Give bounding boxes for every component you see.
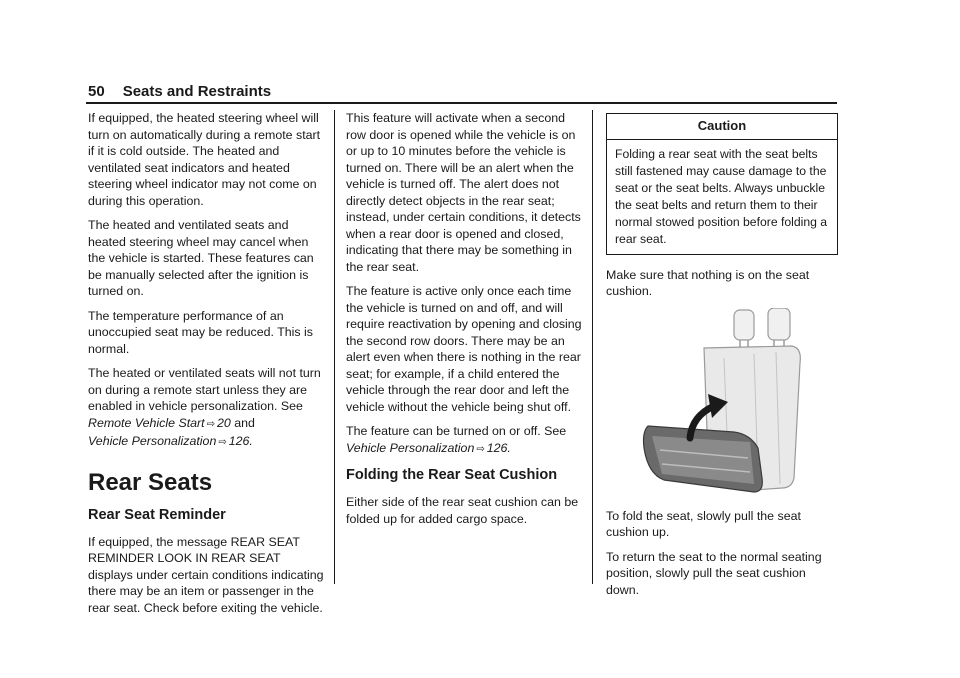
cross-reference-link[interactable] bbox=[88, 416, 231, 430]
column-1 bbox=[88, 110, 326, 624]
paragraph: The feature is active only once each time the vehicle is turned on and off, and will require reactivation by opening and closing the second row doors. There may be an alert even when there is nothing in the rear seat; for example, if a child entered the vehicle through the rear door and left the vehicle without the vehicle being shut off. bbox=[346, 284, 582, 414]
heading-rear-seats: Rear Seats bbox=[88, 468, 213, 496]
cross-reference-link[interactable]: Vehicle Personalization ⇨ 126. bbox=[346, 440, 511, 455]
paragraph: The heated and ventilated seats and heated steering wheel may cancel when the vehicle is started. These features can be manually selected after the ignition is turned on. bbox=[88, 218, 314, 298]
column-divider bbox=[592, 110, 593, 584]
ref-page: 20 bbox=[217, 415, 231, 430]
page-reference-arrow-icon: ⇨ bbox=[218, 437, 227, 448]
column-3 bbox=[606, 113, 838, 606]
heading-rear-seat-reminder: Rear Seat Reminder bbox=[88, 506, 226, 523]
paragraph bbox=[88, 365, 326, 452]
paragraph: This feature will activate when a second row door is opened while the vehicle is on or up to 10 minutes before the vehicle is turned on. There will be an alert when the vehicle is turned off. The alert does not directly detect objects in the rear seat; instead, under certain conditions, it detects when a rear door is opened and closed, indicating that there may be something in the rear seat. bbox=[346, 111, 581, 274]
page-reference-arrow-icon: ⇨ bbox=[476, 443, 485, 455]
paragraph: If equipped, the message REAR SEAT REMINDER LOOK IN REAR SEAT displays under certain conditions indicating there may be an item or passenger in the rear seat. Check before exiting the vehicle. bbox=[88, 534, 324, 615]
page-reference-arrow-icon: ⇨ bbox=[206, 418, 216, 430]
paragraph: Either side of the rear seat cushion can be folded up for added cargo space. bbox=[346, 495, 579, 526]
rear-seat-cushion-illustration bbox=[634, 308, 804, 498]
conjunction: and bbox=[234, 415, 255, 430]
paragraph: To return the seat to the normal seating position, slowly pull the seat cushion down. bbox=[606, 549, 822, 597]
paragraph: If equipped, the heated steering wheel will turn on automatically during a remote start if it is cold outside. The heated and ventilated seat indicators and heated steering wheel indicator may not come on during this operation. bbox=[88, 111, 321, 208]
page-number: 50 bbox=[88, 83, 105, 100]
column-divider bbox=[334, 110, 335, 584]
ref-text: Vehicle Personalization bbox=[88, 434, 217, 448]
paragraph: Make sure that nothing is on the seat cushion. bbox=[606, 267, 810, 298]
ref-page: 126 bbox=[486, 440, 508, 455]
paragraph-text: The feature can be turned on or off. See bbox=[346, 424, 567, 438]
section-title: Seats and Restraints bbox=[122, 83, 272, 100]
paragraph: The temperature performance of an unoccupied seat may be reduced. This is normal. bbox=[88, 308, 313, 356]
cross-reference-link[interactable]: Vehicle Personalization ⇨ 126. bbox=[88, 434, 253, 448]
caution-box bbox=[606, 113, 838, 255]
headrest bbox=[734, 310, 754, 340]
paragraph-text: The heated or ventilated seats will not turn on during a remote start unless they are enabled in vehicle personalization. See bbox=[88, 366, 321, 413]
ref-page: 126 bbox=[228, 434, 250, 448]
column-2 bbox=[346, 110, 582, 535]
ref-text: Vehicle Personalization bbox=[346, 440, 475, 455]
ref-text: Remote Vehicle Start bbox=[88, 415, 205, 430]
paragraph: To fold the seat, slowly pull the seat cushion up. bbox=[606, 508, 801, 539]
caution-title: Caution bbox=[607, 114, 837, 140]
heading-folding-rear-seat-cushion: Folding the Rear Seat Cushion bbox=[346, 467, 558, 483]
page-header bbox=[88, 83, 271, 100]
header-rule bbox=[86, 102, 837, 104]
headrest bbox=[768, 308, 790, 340]
paragraph bbox=[346, 423, 582, 458]
caution-body: Folding a rear seat with the seat belts still fastened may cause damage to the seat or the seat belts. Always unbuckle the seat belts and return them to their normal stowed position before folding a rear seat. bbox=[615, 146, 828, 246]
